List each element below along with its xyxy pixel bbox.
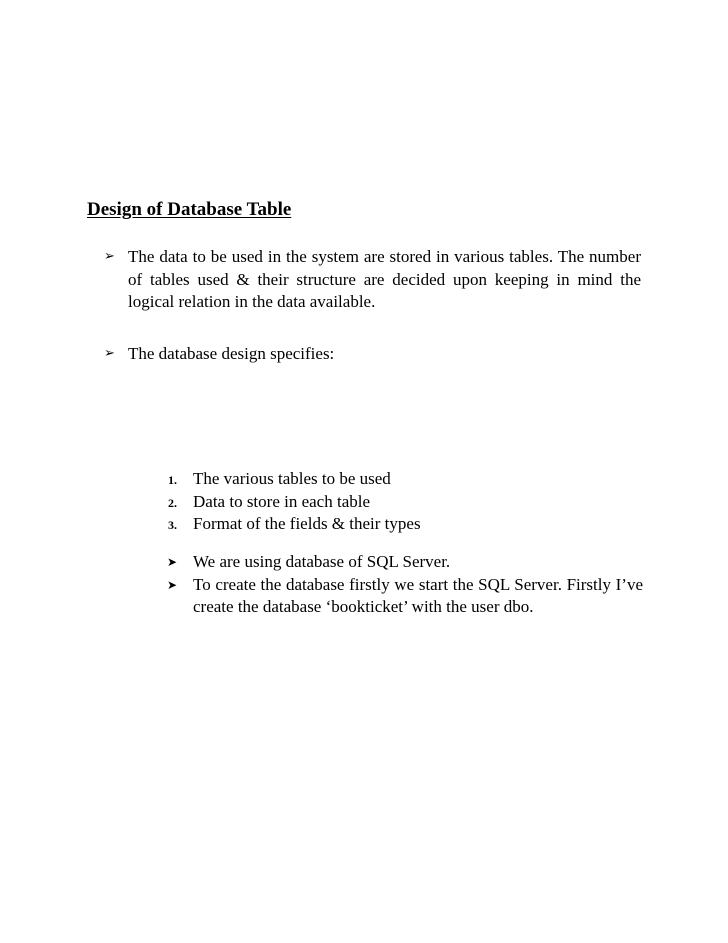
list-number: 3. [168,518,177,532]
paragraph-text: The database design specifies: [128,344,335,363]
list-item-text: To create the database firstly we start the SQL Server. Firstly I’ve create the database ‘bookticket’ with the user dbo. [193,574,643,616]
numbered-list [168,468,653,536]
bullet-paragraph-design-specifies [104,343,641,366]
list-item [168,468,653,491]
list-item [167,574,643,619]
bullet-list [167,551,643,619]
list-item-text: The various tables to be used [193,469,391,488]
list-item [168,491,653,514]
list-item-text: Data to store in each table [193,491,371,511]
chevron-bullet-icon: ➤ [167,555,178,569]
list-item-text: We are using database of SQL Server. [193,552,451,571]
bullet-paragraph-data-storage [104,246,641,314]
list-item [167,551,643,574]
list-number: 1. [168,473,177,487]
arrow-bullet-icon: ➢ [104,346,115,361]
list-item-text: Format of the fields & their types [193,514,421,533]
list-number: 2. [168,495,177,510]
section-heading: Design of Database Table [87,199,292,220]
list-item [168,513,653,536]
arrow-bullet-icon: ➢ [104,249,115,264]
paragraph-text: The data to be used in the system are stored in various tables. The number of tables used & their structure are decided upon keeping in mind the logical relation in the data available. [128,247,641,311]
chevron-bullet-icon: ➤ [167,577,178,592]
